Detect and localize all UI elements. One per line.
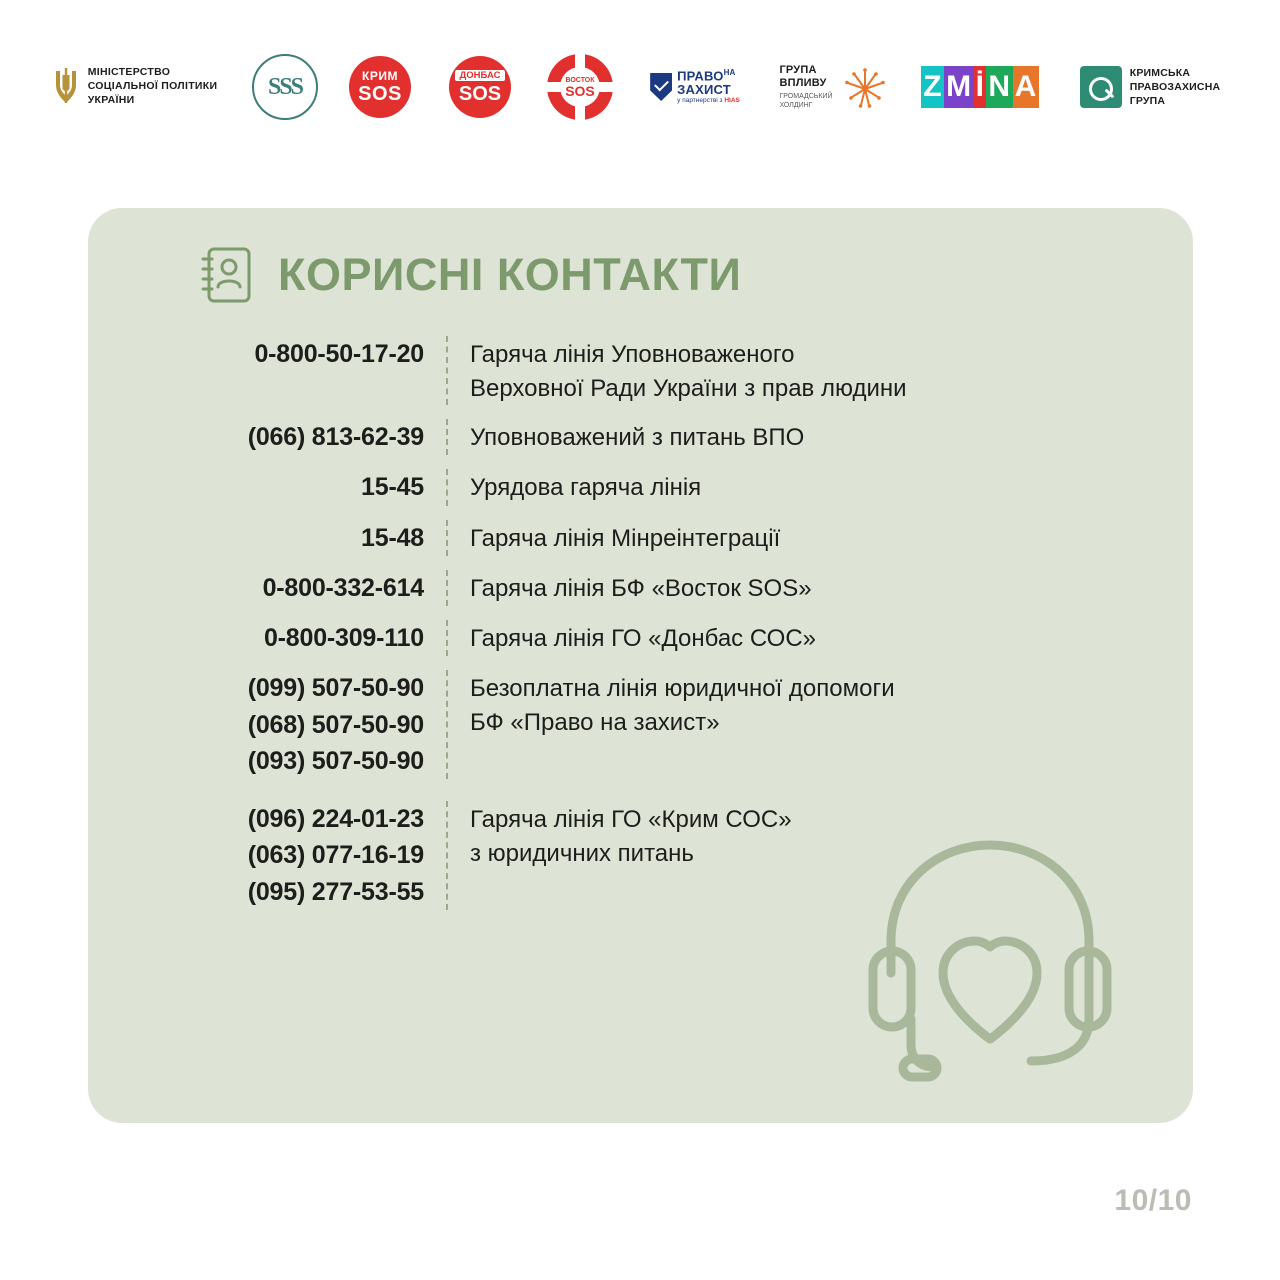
pravo-line-1-sup: НА (723, 67, 736, 77)
grupa-line-4: ХОЛДИНГ (779, 101, 813, 109)
magnifier-icon (1080, 66, 1122, 108)
phone-number[interactable]: 15-45 (361, 473, 424, 502)
krym-sos-top: КРИМ (362, 69, 398, 83)
pravo-partner-brand: HIAS (724, 97, 740, 105)
ministry-line-1: МІНІСТЕРСТВО (87, 66, 171, 79)
contact-description: Безоплатна лінія юридичної допомоги БФ «Право на захист» (470, 675, 895, 737)
contact-row (156, 570, 1136, 606)
logo-pravo-na-zakhyst (630, 50, 760, 124)
lifebuoy-icon (547, 54, 613, 120)
vostok-sos-top: ВОСТОК (565, 76, 595, 84)
logo-donbas-sos (430, 50, 530, 124)
logo-sss-mark: SSS (252, 54, 318, 120)
contact-book-icon (200, 246, 252, 304)
card-header (200, 246, 741, 304)
phone-number[interactable]: 0-800-332-614 (262, 573, 424, 602)
zmina-letter-2: M (944, 66, 974, 108)
logo-zmina (910, 50, 1050, 124)
contact-row (156, 670, 1136, 779)
shield-check-icon (650, 73, 672, 101)
logo-ministry-of-social-policy (30, 50, 240, 124)
grupa-line-2: ВПЛИВУ (779, 76, 827, 89)
logo-crimean-human-rights-group (1050, 50, 1250, 124)
chrg-line-1: КРИМСЬКА (1129, 66, 1191, 79)
grupa-line-3: ГРОМАДСЬКИЙ (779, 93, 833, 101)
contact-description: Гаряча лінія Уповноваженого Верховної Ради України з прав людини (470, 341, 907, 402)
contact-phones (156, 670, 446, 779)
phone-number[interactable]: 0-800-50-17-20 (254, 340, 424, 368)
contact-description: Гаряча лінія Мінреінтеграції (470, 524, 781, 552)
contact-phones (156, 620, 446, 656)
row-divider (446, 520, 448, 556)
row-divider (446, 419, 448, 455)
chrg-line-3: ГРУПА (1129, 95, 1166, 108)
phone-number[interactable]: (068) 507-50-90 (247, 710, 424, 739)
contact-phones (156, 336, 446, 372)
row-divider (446, 336, 448, 405)
contact-row (156, 469, 1136, 505)
row-divider (446, 801, 448, 910)
logo-zmina-mark (921, 66, 1039, 108)
row-divider (446, 670, 448, 779)
logo-grupa-vplyvu (760, 50, 910, 124)
row-divider (446, 469, 448, 505)
row-divider (446, 620, 448, 656)
pravo-partner-prefix: у партнерстві з (677, 97, 725, 105)
phone-number[interactable]: (066) 813-62-39 (247, 423, 424, 452)
zmina-letter-4: N (986, 66, 1012, 108)
grupa-line-1: ГРУПА (779, 63, 817, 76)
phone-number[interactable]: (093) 507-50-90 (247, 746, 424, 775)
phone-number[interactable]: 0-800-309-110 (263, 624, 424, 653)
contact-description: Уповноважений з питань ВПО (470, 424, 805, 452)
pravo-line-2: ЗАХИСТ (677, 81, 731, 97)
contact-phones (156, 801, 446, 910)
phone-number[interactable]: 15-48 (361, 523, 424, 552)
zmina-letter-5: A (1013, 66, 1039, 108)
vostok-sos-bottom: SOS (565, 82, 595, 99)
phone-number[interactable]: (099) 507-50-90 (247, 674, 424, 703)
phone-number[interactable]: (096) 224-01-23 (247, 805, 424, 834)
chrg-line-2: ПРАВОЗАХИСНА (1129, 80, 1221, 93)
ukraine-trident-icon (53, 67, 79, 107)
logo-vostok-sos (530, 50, 630, 124)
zmina-letter-3: İ (974, 66, 987, 108)
useful-contacts-card (88, 208, 1193, 1123)
contact-row (156, 419, 1136, 455)
headset-heart-icon (855, 823, 1125, 1093)
contact-phones (156, 469, 446, 505)
zmina-letter-1: Z (921, 66, 944, 108)
contact-description: Гаряча лінія БФ «Восток SOS» (470, 574, 812, 602)
donbas-sos-bottom: SOS (458, 83, 502, 106)
ministry-line-3: УКРАЇНИ (87, 93, 135, 106)
page-title: КОРИСНІ КОНТАКТИ (278, 249, 742, 300)
contact-phones (156, 520, 446, 556)
logo-donbas-sos-mark (449, 56, 511, 118)
phone-number[interactable]: (095) 277-53-55 (247, 877, 424, 906)
logo-sss (240, 50, 330, 124)
partner-logo-strip (0, 42, 1280, 132)
ministry-line-2: СОЦІАЛЬНОЇ ПОЛІТИКИ (87, 80, 218, 93)
donbas-sos-top: ДОНБАС (455, 70, 506, 82)
logo-krym-sos-mark (349, 56, 411, 118)
contact-row (156, 620, 1136, 656)
phone-number[interactable]: (063) 077-16-19 (247, 841, 424, 870)
contact-description: Урядова гаряча лінія (470, 474, 702, 502)
logo-ministry-text (88, 66, 218, 108)
burst-arrows-icon (839, 61, 891, 113)
contact-phones (156, 419, 446, 455)
contact-row (156, 520, 1136, 556)
page-number: 10/10 (1114, 1184, 1192, 1217)
row-divider (446, 570, 448, 606)
contact-phones (156, 570, 446, 606)
contact-description: Гаряча лінія ГО «Донбас СОС» (470, 625, 816, 653)
logo-krym-sos (330, 50, 430, 124)
pravo-line-1: ПРАВО (677, 68, 724, 84)
contact-row (156, 336, 1136, 405)
krym-sos-bottom: SOS (358, 83, 402, 105)
contact-description: Гаряча лінія ГО «Крим СОС» з юридичних питань (470, 806, 792, 867)
